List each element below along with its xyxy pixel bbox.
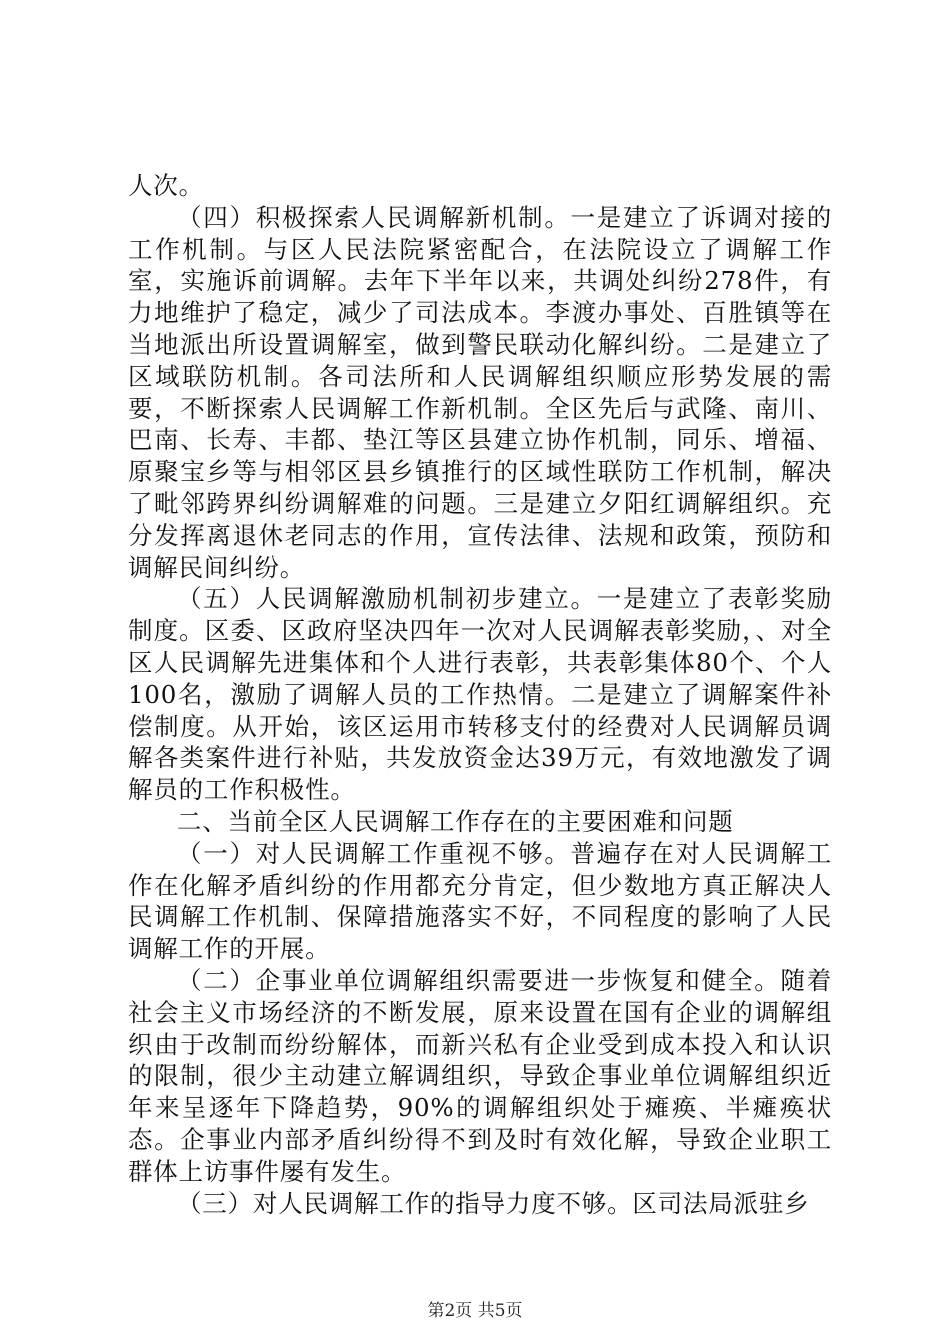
page-number-footer: 第2页 共5页	[427, 1301, 523, 1321]
paragraph-continuation: 人次。	[128, 171, 204, 200]
section-heading-problems: 二、当前全区人民调解工作存在的主要困难和问题	[177, 806, 734, 836]
document-body	[128, 170, 832, 1219]
paragraph-problem-two: （二）企事业单位调解组织需要进一步恢复和健全。随着社会主义市场经济的不断发展，原来设置在国有企业的调解组织由于改制而纷纷解体，而新兴私有企业受到成本投入和认识的限制，很少主动建立解调组织，导致企事业单位调解组织近年来呈逐年下降趋势，90%的调解组织处于瘫痪、半瘫痪状态。企事业内部矛盾纠纷得不到及时有效化解，导致企业职工群体上访事件屡有发生。	[128, 965, 832, 1186]
paragraph-section-four: （四）积极探索人民调解新机制。一是建立了诉调对接的工作机制。与区人民法院紧密配合，在法院设立了调解工作室，实施诉前调解。去年下半年以来，共调处纠纷278件，有力地维护了稳定，减少了司法成本。李渡办事处、百胜镇等在当地派出所设置调解室，做到警民联动化解纠纷。二是建立了区域联防机制。各司法所和人民调解组织顺应形势发展的需要，不断探索人民调解工作新机制。全区先后与武隆、南川、巴南、长寿、丰都、垫江等区县建立协作机制，同乐、增福、原聚宝乡等与相邻区县乡镇推行的区域性联防工作机制，解决了毗邻跨界纠纷调解难的问题。三是建立夕阳红调解组织。充分发挥离退休老同志的作用，宣传法律、法规和政策，预防和调解民间纠纷。	[128, 202, 832, 582]
paragraph-problem-three: （三）对人民调解工作的指导力度不够。区司法局派驻乡	[177, 1188, 810, 1218]
paragraph-section-five: （五）人民调解激励机制初步建立。一是建立了表彰奖励制度。区委、区政府坚决四年一次对人民调解表彰奖励，、对全区人民调解先进集体和个人进行表彰，共表彰集体80个、个人100名，激励了调解人员的工作热情。二是建立了调解案件补偿制度。从开始，该区运用市转移支付的经费对人民调解员调解各类案件进行补贴，共发放资金达39万元，有效地激发了调解员的工作积极性。	[128, 584, 832, 805]
paragraph-problem-one: （一）对人民调解工作重视不够。普遍存在对人民调解工作在化解矛盾纠纷的作用都充分肯定，但少数地方真正解决人民调解工作机制、保障措施落实不好，不同程度的影响了人民调解工作的开展。	[128, 838, 832, 964]
